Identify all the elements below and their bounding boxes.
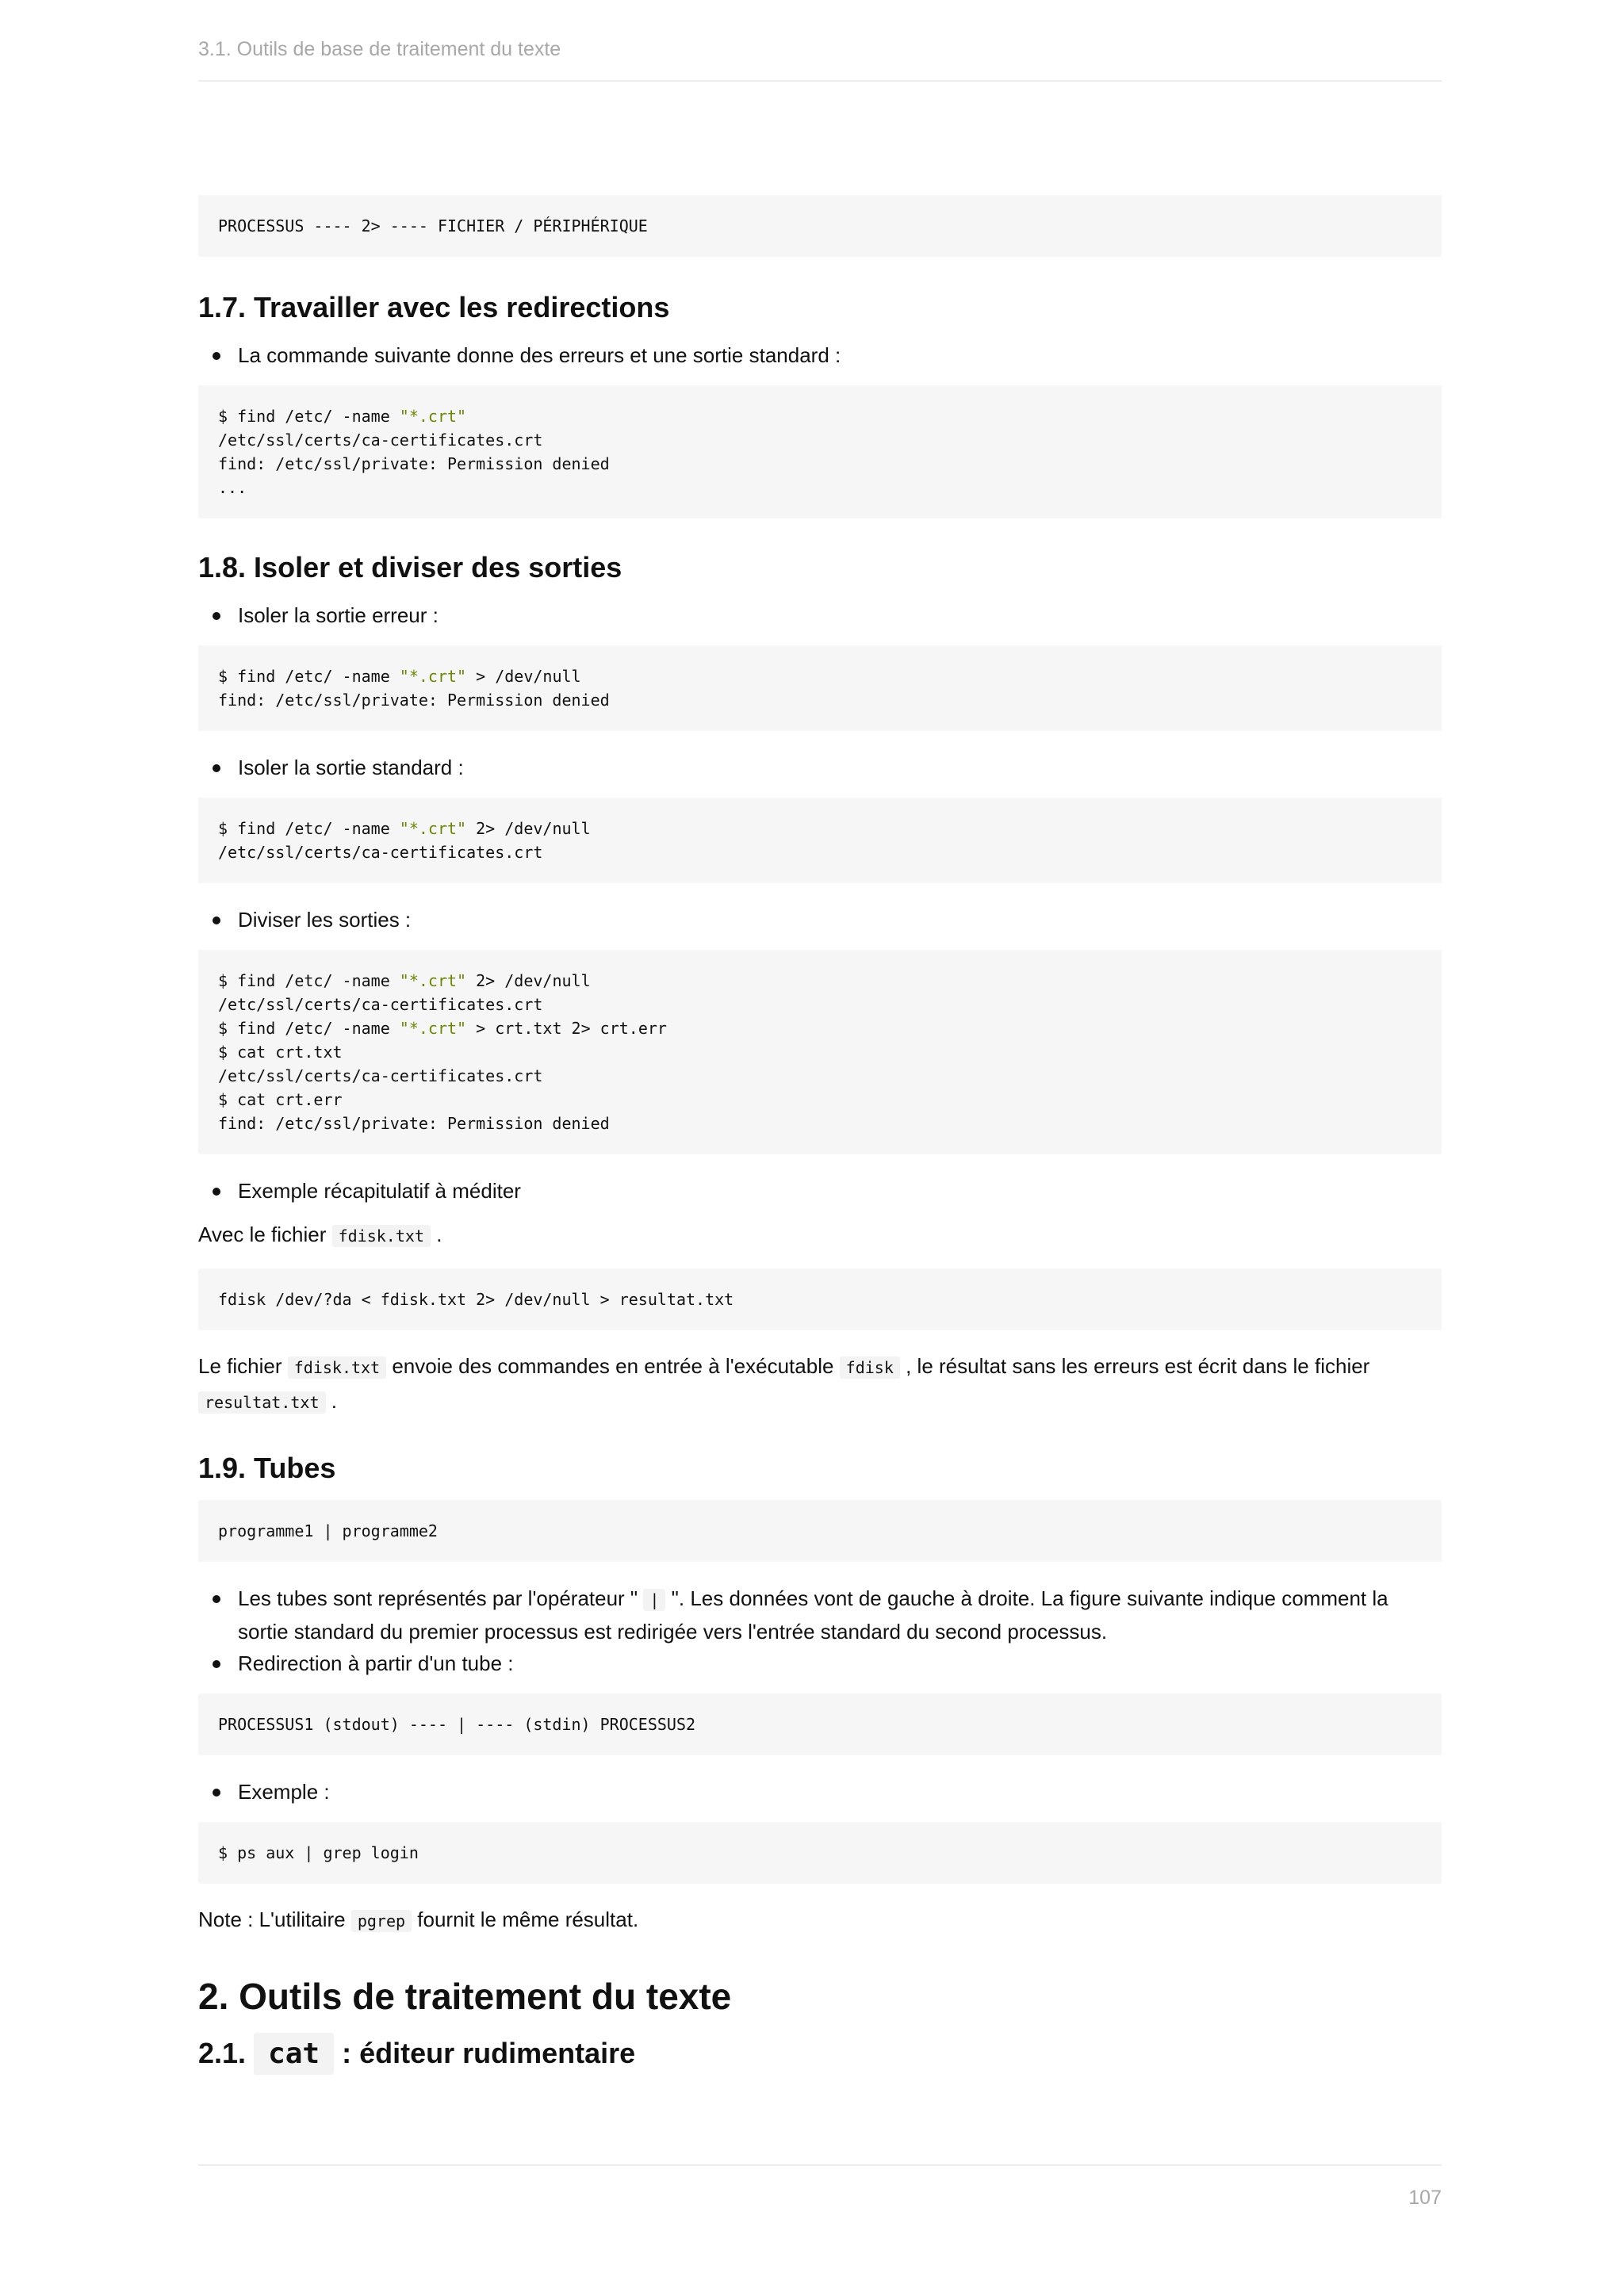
inline-code: fdisk.txt: [288, 1357, 386, 1379]
bullet-list-1-9b: [198, 1776, 1442, 1808]
code-block-pipe-diagram: [198, 1693, 1442, 1755]
bullet-list-1-8d: [198, 1175, 1442, 1207]
list-item: Isoler la sortie erreur :: [198, 599, 1442, 631]
heading-1-8: 1.8. Isoler et diviser des sorties: [198, 551, 622, 584]
code-block-find-errors: [198, 385, 1442, 519]
bullet-list-1-8a: [198, 599, 1442, 631]
heading-1-9: 1.9. Tubes: [198, 1452, 336, 1484]
code-line: PROCESSUS1 (stdout) ---- | ---- (stdin) PROCESSUS2: [218, 1715, 696, 1734]
running-header: [198, 38, 1442, 82]
heading-1-7: 1.7. Travailler avec les redirections: [198, 291, 670, 323]
inline-code: fdisk: [840, 1357, 900, 1379]
list-item: Diviser les sorties :: [198, 904, 1442, 936]
code-block-isolate-error: [198, 645, 1442, 731]
heading-2: 2. Outils de traitement du texte: [198, 1976, 732, 2017]
code-line: ...: [218, 478, 247, 497]
code-line: find: /etc/ssl/private: Permission denied: [218, 691, 610, 710]
code-block-processus: [198, 195, 1442, 257]
code-line: $ find /etc/ -name "*.crt" > crt.txt 2> crt.err: [218, 1019, 667, 1038]
code-line: find: /etc/ssl/private: Permission denied: [218, 1114, 610, 1133]
inline-code: cat: [254, 2033, 334, 2075]
code-block-pipe-syntax: [198, 1500, 1442, 1562]
code-line: /etc/ssl/certs/ca-certificates.crt: [218, 1066, 543, 1085]
code-block-fdisk: [198, 1269, 1442, 1330]
list-item: Exemple :: [198, 1776, 1442, 1808]
paragraph-fdisk-explanation: Le fichier fdisk.txt envoie des commandes en entrée à l'exécutable fdisk , le résultat sans les erreurs est écrit dans le fichier resultat.txt .: [198, 1354, 1370, 1413]
code-line: find: /etc/ssl/private: Permission denied: [218, 454, 610, 473]
code-line: /etc/ssl/certs/ca-certificates.crt: [218, 995, 543, 1014]
code-line: /etc/ssl/certs/ca-certificates.crt: [218, 843, 543, 862]
list-item: La commande suivante donne des erreurs et une sortie standard :: [198, 339, 1442, 371]
bullet-list-1-8b: [198, 752, 1442, 783]
inline-code: |: [643, 1589, 665, 1611]
code-line: programme1 | programme2: [218, 1521, 438, 1540]
bullet-list-1-9a: [198, 1582, 1442, 1679]
inline-code: pgrep: [351, 1910, 412, 1932]
bullet-list-1-8c: [198, 904, 1442, 936]
inline-code: fdisk.txt: [332, 1225, 431, 1247]
code-line: $ find /etc/ -name "*.crt" 2> /dev/null: [218, 819, 591, 838]
paragraph-fdisk-file: Avec le fichier fdisk.txt .: [198, 1223, 442, 1246]
paragraph-note-pgrep: Note : L'utilitaire pgrep fournit le même résultat.: [198, 1908, 639, 1931]
inline-code: resultat.txt: [198, 1391, 326, 1414]
code-block-split-outputs: [198, 950, 1442, 1154]
code-line: $ cat crt.err: [218, 1090, 343, 1109]
bullet-list-1-7: [198, 339, 1442, 371]
code-line: $ find /etc/ -name "*.crt" > /dev/null: [218, 667, 581, 686]
running-footer: [198, 2164, 1442, 2210]
code-line: $ find /etc/ -name "*.crt" 2> /dev/null: [218, 971, 591, 990]
code-line: $ find /etc/ -name "*.crt": [218, 407, 467, 426]
code-line: fdisk /dev/?da < fdisk.txt 2> /dev/null > resultat.txt: [218, 1290, 734, 1309]
running-header-title: 3.1. Outils de base de traitement du texte: [198, 38, 561, 60]
page-number: 107: [1408, 2187, 1442, 2209]
code-block-isolate-standard: [198, 798, 1442, 883]
code-line: $ ps aux | grep login: [218, 1843, 419, 1862]
page-content: [198, 195, 1442, 2086]
list-item: Isoler la sortie standard :: [198, 752, 1442, 783]
list-item: Redirection à partir d'un tube :: [198, 1647, 1442, 1679]
list-item: Les tubes sont représentés par l'opérateur " | ". Les données vont de gauche à droite. La figure suivante indique comment la sortie standard du premier processus est redirigée vers l'entrée standard du second processus.: [198, 1582, 1442, 1647]
code-line: /etc/ssl/certs/ca-certificates.crt: [218, 430, 543, 450]
code-line: $ cat crt.txt: [218, 1043, 343, 1062]
list-item: Exemple récapitulatif à méditer: [198, 1175, 1442, 1207]
code-block-ps-grep: [198, 1822, 1442, 1884]
code-line: PROCESSUS ---- 2> ---- FICHIER / PÉRIPHÉRIQUE: [218, 216, 648, 235]
heading-2-1: 2.1. cat : éditeur rudimentaire: [198, 2036, 1442, 2072]
